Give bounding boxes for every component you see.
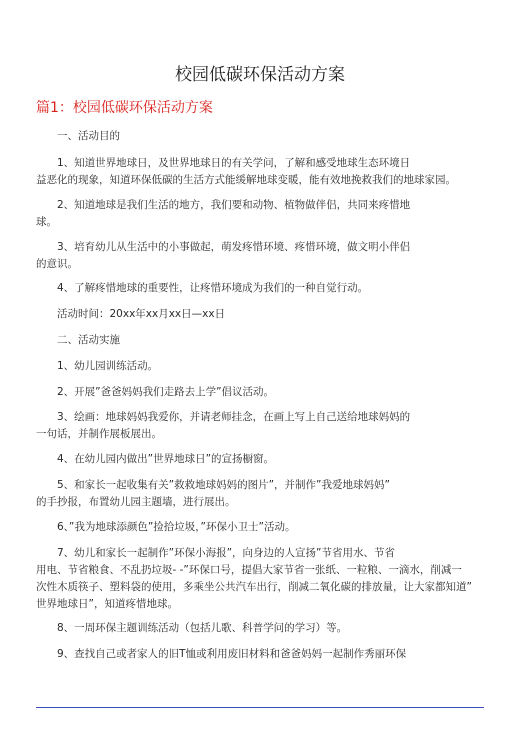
paragraph	[36, 646, 488, 663]
paragraph-line: 二、活动实施	[57, 334, 120, 346]
paragraph-line: 1、幼儿园训练活动。	[57, 360, 159, 372]
paragraph-line: 一、活动目的	[57, 130, 120, 142]
paragraph-line: 6、”我为地球添颜色”捡拾垃圾，”环保小卫士”活动。	[57, 521, 296, 533]
paragraph-line: 4、了解疼惜地球的重要性，让疼惜环境成为我们的一种自觉行动。	[57, 282, 369, 294]
paragraph	[36, 239, 488, 273]
paragraph	[36, 477, 488, 511]
paragraph	[36, 358, 488, 375]
paragraph-line: 球。	[36, 216, 57, 228]
paragraph	[36, 197, 488, 231]
document-title: 校园低碳环保活动方案	[175, 65, 345, 85]
paragraph	[36, 155, 488, 189]
paragraph-line: 2、开展”爸爸妈妈我们走路去上学”倡议活动。	[57, 386, 275, 398]
paragraph	[36, 620, 488, 637]
paragraph	[36, 128, 488, 145]
paragraph-line: 一句话，并制作展板展出。	[36, 428, 162, 440]
paragraph-line: 的意识。	[36, 258, 78, 270]
section-heading: 篇1：校园低碳环保活动方案	[36, 100, 213, 116]
paragraph-line: 9、查找自己或者家人的旧T恤或利用废旧材料和爸爸妈妈一起制作秀丽环保	[57, 648, 407, 660]
paragraph	[36, 451, 488, 468]
paragraph	[36, 332, 488, 349]
paragraph-line: 5、和家长一起收集有关”救救地球妈妈的图片”，并制作”我爱地球妈妈”	[57, 479, 390, 491]
paragraph-line: 世界地球日”，知道疼惜地球。	[36, 598, 178, 610]
paragraph-line: 7、幼儿和家长一起制作”环保小海报”，向身边的人宣扬”节省用水、节省	[57, 547, 395, 559]
paragraph-line: 3、培育幼儿从生活中的小事做起，萌发疼惜环境、疼惜环境，做文明小伴侣	[57, 241, 411, 253]
paragraph-line: 次性木质筷子、塑料袋的使用，多乘坐公共汽车出行，削减二氧化碳的排放量，让大家都知道”	[36, 581, 472, 593]
paragraph	[36, 545, 488, 613]
paragraph	[36, 306, 488, 323]
paragraph-line: 的手抄报，布置幼儿园主题墙，进行展出。	[36, 496, 236, 508]
paragraph	[36, 409, 488, 443]
paragraph-line: 用电、节省粮食、不乱扔垃圾- -”环保口号，提倡大家节省一张纸、一粒粮、一滴水，削减一	[36, 564, 462, 576]
paragraph-line: 4、在幼儿园内做出”世界地球日”的宣扬橱窗。	[57, 453, 275, 465]
paragraph-line: 2、知道地球是我们生活的地方，我们要和动物、植物做伴侣，共同来疼惜地	[57, 199, 411, 211]
paragraph-line: 活动时间：20xx年xx月xx日—xx日	[57, 308, 226, 320]
footer-divider	[36, 707, 484, 708]
paragraph-line: 益恶化的现象，知道环保低碳的生活方式能缓解地球变暖，能有效地挽救我们的地球家园。	[36, 174, 456, 186]
paragraph-line: 3、绘画：地球妈妈我爱你，并请老师挂念，在画上写上自己送给地球妈妈的	[57, 411, 411, 423]
paragraph	[36, 384, 488, 401]
paragraph-line: 8、一周环保主题训练活动（包括儿歌、科普学问的学习）等。	[57, 622, 348, 634]
paragraph	[36, 519, 488, 536]
paragraph-line: 1、知道世界地球日，及世界地球日的有关学问，了解和感受地球生态环境日	[57, 157, 411, 169]
paragraph	[36, 280, 488, 297]
